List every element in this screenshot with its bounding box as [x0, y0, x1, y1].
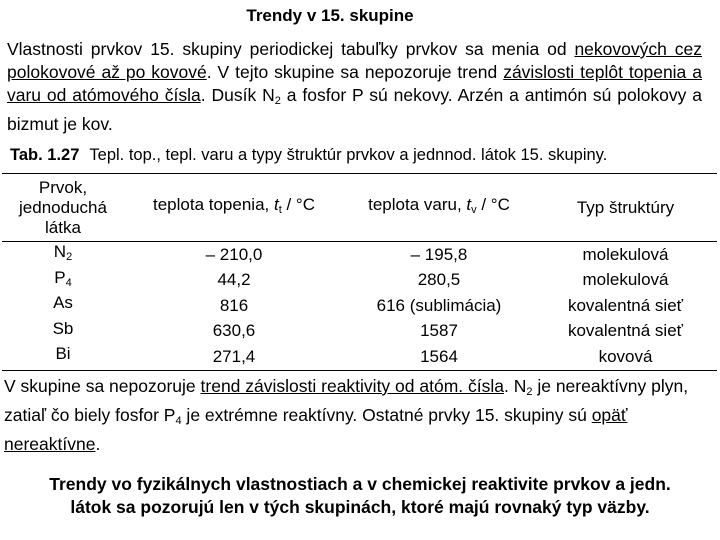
underlined-text: nekovových cez polokovové až po kovové [7, 39, 702, 82]
cell-structure-type: kovalentná sieť [567, 321, 684, 340]
summary-line: látok sa pozorujú len v tých skupinách, ktoré majú rovnaký typ väzby. [70, 497, 650, 517]
table-row [2, 319, 717, 345]
cell-boiling-point: 1564 [344, 344, 534, 370]
text: . V tejto skupine sa nepozoruje trend [206, 62, 498, 82]
cell-element: Bi [2, 344, 124, 370]
reactivity-paragraph [4, 375, 704, 456]
cell-boiling-point: – 195,8 [410, 244, 468, 264]
underlined-text: závislosti teplôt topenia a varu od atómového čísla [7, 62, 702, 105]
table-caption-text: Tepl. top., tepl. varu a typy štruktúr prvkov a jednnod. látok 15. skupiny. [89, 146, 608, 164]
table-caption [10, 146, 607, 165]
summary-footer [0, 473, 720, 519]
underlined-text: opäť nereaktívne [4, 405, 628, 454]
table-row [2, 344, 717, 370]
table-row [2, 242, 717, 268]
table-row [2, 268, 717, 294]
page-title: Trendy v 15. skupine [246, 6, 414, 25]
table-row [2, 293, 717, 319]
properties-table [2, 173, 717, 371]
cell-element: $N_2$ [53, 242, 73, 263]
text: a fosfor P sú nekovy. Arzén a antimón sú polokovy a bizmut je kov. [7, 85, 702, 134]
text: . [95, 434, 101, 454]
header-melting-point: teplota topenia, $t_t / ^\circ C$ [152, 195, 316, 216]
text: Vlastnosti prvkov 15. skupiny periodickej tabuľky prvkov sa menia od [7, 39, 567, 59]
cell-melting-point: 630,6 [212, 321, 256, 340]
cell-boiling-point: 280,5 [417, 270, 461, 289]
cell-element: $P_4$ [54, 267, 72, 289]
table-header-row [2, 174, 717, 242]
intro-paragraph [7, 38, 702, 136]
header-element: Prvok, jednoduchá látka [19, 177, 107, 237]
header-structure-type: Typ štruktúry [576, 197, 675, 217]
cell-boiling-point: 1587 [420, 321, 458, 340]
summary-line: Trendy vo fyzikálnych vlastnostiach a v chemickej reaktivite prvkov a jedn. [49, 474, 671, 494]
header-boiling-point: teplota varu, $t_v / ^\circ C$ [368, 195, 510, 216]
cell-boiling-point: 616 (sublimácia) [376, 295, 502, 315]
text: . N [503, 376, 527, 396]
cell-structure-type: molekulová [582, 270, 669, 289]
text: V skupine sa nepozoruje [4, 376, 201, 396]
text: je nereaktívny plyn, zatiaľ čo biely fosfor P [4, 376, 689, 425]
cell-structure-type: molekulová [582, 244, 669, 264]
cell-element: As [53, 293, 73, 312]
cell-melting-point: 271,4 [124, 344, 344, 370]
subscript: 2 [526, 386, 533, 398]
text: je extrémne reaktívny. Ostatné prvky 15. skupiny sú [181, 405, 592, 425]
cell-melting-point: 816 [219, 295, 249, 315]
table-label: Tab. 1.27 [10, 146, 80, 164]
cell-melting-point: – 210,0 [205, 244, 263, 264]
cell-structure-type: kovalentná sieť [567, 295, 684, 315]
cell-structure-type: kovová [534, 344, 717, 370]
underlined-text: trend závislosti reaktivity od atóm. čísla [200, 376, 504, 396]
cell-melting-point: 44,2 [217, 270, 251, 289]
text: . Dusík N [200, 85, 275, 105]
cell-element: Sb [52, 318, 74, 338]
subscript: 2 [274, 95, 281, 107]
subscript: 4 [175, 415, 182, 427]
